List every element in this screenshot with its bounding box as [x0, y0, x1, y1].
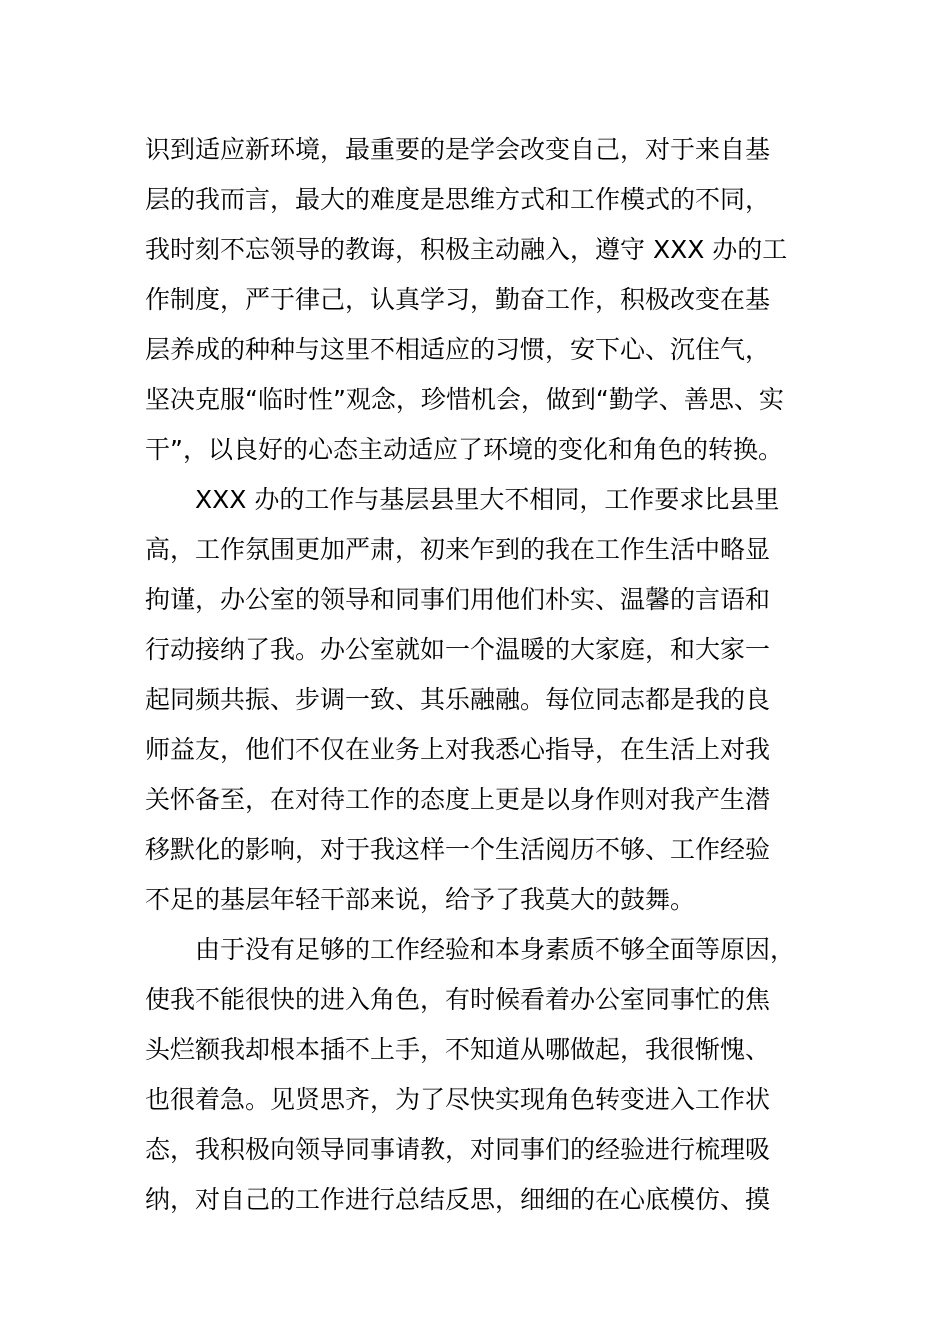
paragraph-start-line: XXX 办的工作与基层县里大不相同，工作要求比县里 — [195, 485, 780, 514]
text-line: 态，我积极向领导同事请教，对同事们的经验进行梳理吸 — [145, 1135, 771, 1164]
text-line: 高，工作氛围更加严肃，初来乍到的我在工作生活中略显 — [145, 535, 771, 564]
text-line: 行动接纳了我。办公室就如一个温暖的大家庭，和大家一 — [145, 635, 771, 664]
text-line: 师益友，他们不仅在业务上对我悉心指导，在生活上对我 — [145, 735, 771, 764]
text-line: 层养成的种种与这里不相适应的习惯，安下心、沉住气， — [145, 335, 771, 364]
text-line: 识到适应新环境，最重要的是学会改变自己，对于来自基 — [145, 135, 771, 164]
text-line: 层的我而言，最大的难度是思维方式和工作模式的不同， — [145, 185, 771, 214]
text-line: 坚决克服“临时性”观念，珍惜机会，做到“勤学、善思、实 — [145, 385, 784, 414]
text-line: 头烂额我却根本插不上手，不知道从哪做起，我很惭愧、 — [145, 1035, 771, 1064]
text-line: 也很着急。见贤思齐，为了尽快实现角色转变进入工作状 — [145, 1085, 771, 1114]
text-line: 关怀备至，在对待工作的态度上更是以身作则对我产生潜 — [145, 785, 771, 814]
text-line: 不足的基层年轻干部来说，给予了我莫大的鼓舞。 — [145, 885, 696, 914]
text-line: 我时刻不忘领导的教诲，积极主动融入，遵守 XXX 办的工 — [145, 235, 788, 264]
text-line: 干”，以良好的心态主动适应了环境的变化和角色的转换。 — [145, 435, 783, 464]
text-line: 移默化的影响，对于我这样一个生活阅历不够、工作经验 — [145, 835, 771, 864]
body-text — [145, 125, 835, 1225]
paragraph-start-line: 由于没有足够的工作经验和本身素质不够全面等原因， — [195, 935, 796, 964]
text-line: 使我不能很快的进入角色，有时候看着办公室同事忙的焦 — [145, 985, 771, 1014]
text-line: 起同频共振、步调一致、其乐融融。每位同志都是我的良 — [145, 685, 771, 714]
text-line: 作制度，严于律己，认真学习，勤奋工作，积极改变在基 — [145, 285, 771, 314]
text-line: 纳，对自己的工作进行总结反思，细细的在心底模仿、摸 — [145, 1185, 771, 1214]
text-line: 拘谨，办公室的领导和同事们用他们朴实、温馨的言语和 — [145, 585, 771, 614]
